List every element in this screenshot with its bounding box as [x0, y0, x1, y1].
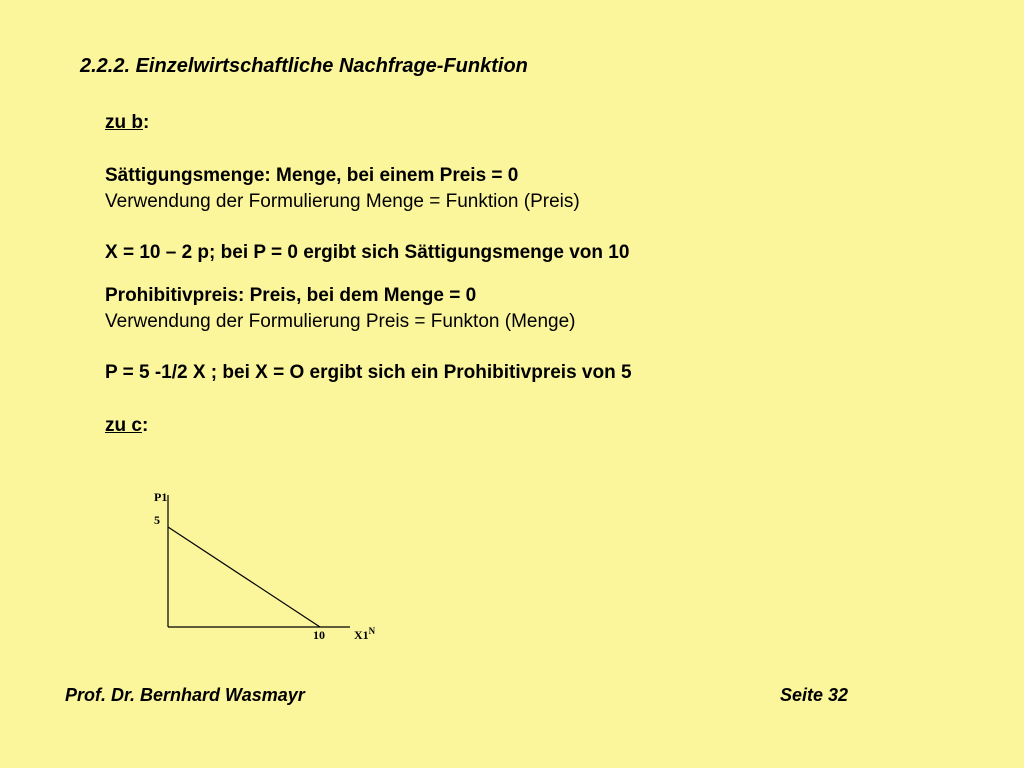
x-axis-label-main: X1: [354, 628, 369, 642]
zu-c-label: zu c: [105, 415, 142, 436]
footer-page-number: Seite 32: [780, 685, 849, 705]
slide-title: 2.2.2. Einzelwirtschaftliche Nachfrage-Funktion: [80, 55, 528, 77]
y-axis-label: P1: [154, 490, 168, 504]
x-axis-label-superscript: N: [368, 626, 376, 636]
saettigungsmenge-definition: Sättigungsmenge: Menge, bei einem Preis = 0: [105, 165, 519, 186]
prohibitivpreis-formel: P = 5 -1/2 X ; bei X = O ergibt sich ein Prohibitivpreis von 5: [105, 362, 632, 383]
y-tick-label: 5: [154, 513, 160, 527]
footer-author: Prof. Dr. Bernhard Wasmayr: [65, 685, 305, 705]
x-tick-label: 10: [313, 628, 325, 642]
saettigungsmenge-formel: X = 10 – 2 p; bei P = 0 ergibt sich Sättigungsmenge von 10: [105, 242, 630, 263]
demand-line: [168, 527, 320, 627]
zu-b-label: zu b: [105, 112, 143, 133]
prohibitivpreis-definition: Prohibitivpreis: Preis, bei dem Menge = 0: [105, 285, 477, 306]
x-axis-label: [354, 626, 376, 642]
zu-b-colon: :: [143, 112, 150, 133]
zu-c-colon: :: [141, 415, 149, 436]
prohibitivpreis-formulierung: Verwendung der Formulierung Preis = Funkton (Menge): [105, 311, 576, 332]
saettigungsmenge-formulierung: Verwendung der Formulierung Menge = Funktion (Preis): [105, 191, 580, 212]
